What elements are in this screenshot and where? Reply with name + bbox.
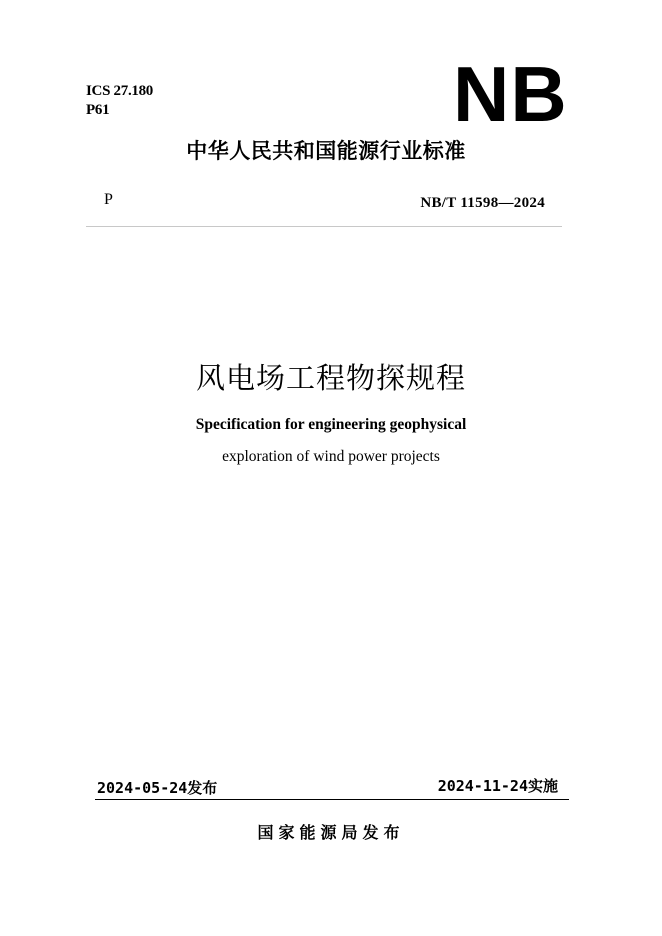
classification-codes — [86, 82, 153, 120]
header-divider — [86, 226, 562, 227]
ccs-code: P61 — [86, 102, 110, 118]
ics-code: ICS 27.180 — [86, 83, 154, 99]
organization-title: 中华人民共和国能源行业标准 — [186, 139, 466, 163]
title-english-line1: Specification for engineering geophysical — [195, 416, 467, 433]
implement-date: 2024-11-24实施 — [437, 777, 558, 795]
standard-organization — [0, 137, 662, 165]
record-letter: P — [104, 191, 113, 208]
standard-number: NB/T 11598—2024 — [420, 195, 545, 211]
nb-logo: NB — [453, 50, 568, 138]
publish-date: 2024-05-24发布 — [97, 779, 218, 797]
title-chinese: 风电场工程物探规程 — [195, 361, 466, 395]
title-english-line2: exploration of wind power projects — [222, 448, 440, 465]
footer-divider — [95, 799, 569, 800]
issuer: 国家能源局发布 — [257, 823, 405, 842]
